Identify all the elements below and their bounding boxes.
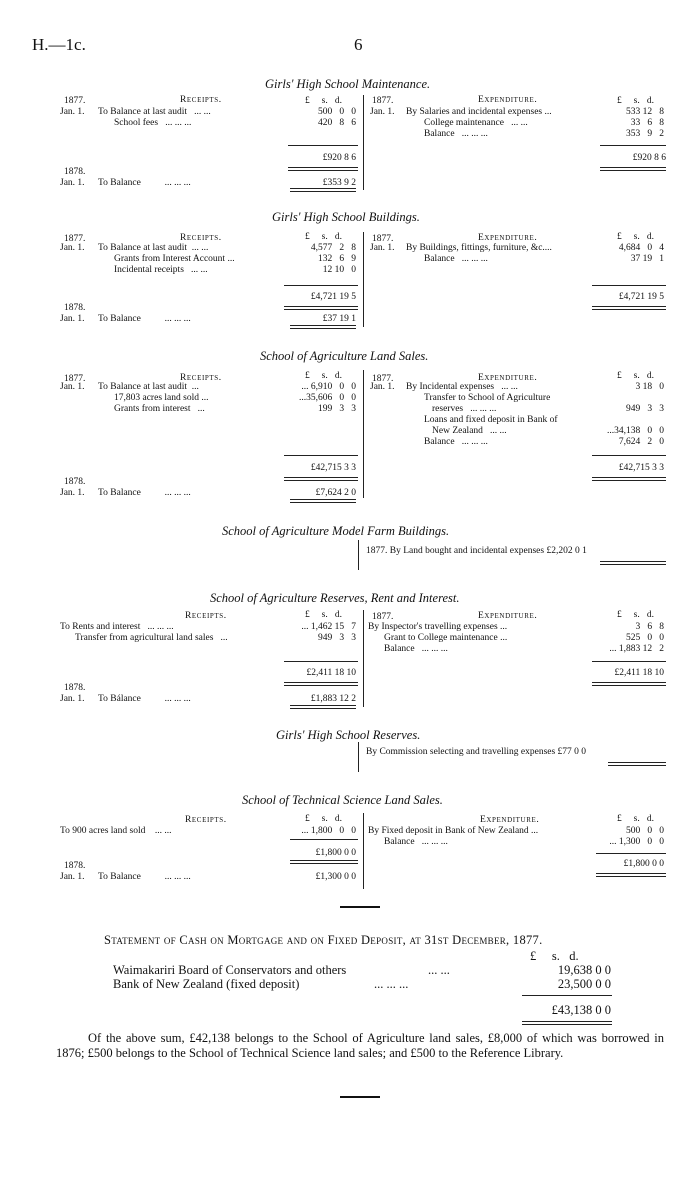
expenditure-line: By Salaries and incidental expenses ... bbox=[406, 107, 552, 117]
document-reference: H.—1c. bbox=[32, 35, 86, 54]
expenditure-line: Balance ... ... ... bbox=[424, 254, 488, 264]
section-title: Girls' High School Buildings. bbox=[272, 210, 420, 224]
double-rule bbox=[290, 499, 356, 503]
section-title: School of Agriculture Land Sales. bbox=[260, 349, 429, 363]
section-separator bbox=[340, 906, 380, 908]
total-rule bbox=[592, 285, 666, 286]
expenditure-amount: 500 0 0 bbox=[626, 826, 664, 836]
expenditure-line: 1877. By Land bought and incidental expenses £2,202 0 1 bbox=[366, 546, 587, 556]
total-rule bbox=[290, 839, 358, 840]
balance-line: To Bálance ... ... ... bbox=[98, 694, 191, 704]
double-rule bbox=[596, 873, 666, 877]
statement-amount: 19,638 0 0 bbox=[557, 963, 611, 977]
total-expenditure: £1,800 0 0 bbox=[623, 859, 664, 869]
receipt-amount: ... 1,462 15 7 bbox=[301, 622, 356, 632]
double-rule bbox=[600, 167, 666, 171]
double-rule bbox=[290, 705, 356, 709]
total-rule bbox=[592, 661, 666, 662]
total-expenditure: £2,411 18 10 bbox=[614, 668, 664, 678]
expenditure-line: Balance ... ... ... bbox=[424, 437, 488, 447]
double-rule bbox=[290, 188, 356, 192]
balance-amount: £37 19 1 bbox=[322, 314, 356, 324]
total-rule bbox=[284, 285, 358, 286]
receipt-amount: 132 6 9 bbox=[318, 254, 356, 264]
expenditure-heading: Expenditure. bbox=[478, 611, 538, 621]
total-rule bbox=[284, 661, 358, 662]
expenditure-line: By Fixed deposit in Bank of New Zealand ... bbox=[368, 826, 539, 836]
double-rule bbox=[284, 682, 358, 686]
expenditure-line: By Incidental expenses ... ... bbox=[406, 382, 518, 392]
statement-note: Of the above sum, £42,138 belongs to the School of Agriculture land sales, £8,000 of which was borrowed in 1876; £500 belongs to the School of Technical Science land sales; and £500 to the Reference Library. bbox=[56, 1031, 664, 1060]
total-rule bbox=[522, 995, 612, 996]
expenditure-amount: 353 9 2 bbox=[626, 129, 664, 139]
entry-date: Jan. 1. bbox=[370, 382, 395, 392]
entry-date: Jan. 1. bbox=[60, 314, 85, 324]
section-title: Girls' High School Maintenance. bbox=[265, 77, 431, 91]
exp-year-label: 1877. bbox=[372, 612, 394, 622]
receipt-line: To Rents and interest ... ... ... bbox=[60, 622, 174, 632]
receipt-amount: ...35,606 0 0 bbox=[299, 393, 356, 403]
statement-row-dots: ... ... bbox=[428, 963, 450, 977]
expenditure-line: Grant to College maintenance ... bbox=[384, 633, 508, 643]
statement-amount: 23,500 0 0 bbox=[557, 977, 611, 991]
section-title: School of Technical Science Land Sales. bbox=[242, 793, 443, 807]
receipt-line: Grants from Interest Account ... bbox=[114, 254, 235, 264]
entry-date: Jan. 1. bbox=[60, 178, 85, 188]
receipt-amount: 4,577 2 8 bbox=[310, 243, 356, 253]
total-expenditure: £42,715 3 3 bbox=[618, 463, 664, 473]
col-heading: £ s. d. bbox=[617, 610, 654, 620]
col-heading: £ s. d. bbox=[617, 371, 654, 381]
year-label: 1877. bbox=[64, 374, 86, 384]
column-divider bbox=[358, 540, 359, 570]
expenditure-line: By Buildings, fittings, furniture, &c.... bbox=[406, 243, 552, 253]
statement-row-dots: ... ... ... bbox=[374, 977, 409, 991]
expenditure-amount: 7,624 2 0 bbox=[618, 437, 664, 447]
double-rule bbox=[592, 306, 666, 310]
total-rule bbox=[592, 455, 666, 456]
balance-line: To Balance ... ... ... bbox=[98, 178, 191, 188]
exp-year-label: 1877. bbox=[372, 96, 394, 106]
total-receipts: £4,721 19 5 bbox=[310, 292, 356, 302]
balance-amount: £7,624 2 0 bbox=[315, 488, 356, 498]
total-expenditure: £920 8 6 bbox=[632, 153, 666, 163]
receipt-line: Transfer from agricultural land sales ... bbox=[75, 633, 228, 643]
double-rule bbox=[290, 325, 356, 329]
col-heading: £ s. d. bbox=[530, 949, 579, 963]
receipt-line: To Balance at last audit ... ... bbox=[98, 243, 209, 253]
receipt-amount: 420 8 6 bbox=[318, 118, 356, 128]
col-heading: £ s. d. bbox=[617, 232, 654, 242]
expenditure-line: College maintenance ... ... bbox=[424, 118, 528, 128]
receipt-amount: 500 0 0 bbox=[318, 107, 356, 117]
exp-year-label: 1877. bbox=[372, 374, 394, 384]
total-receipts: £920 8 6 bbox=[322, 153, 356, 163]
col-heading: £ s. d. bbox=[305, 610, 342, 620]
receipts-heading: Receipts. bbox=[180, 95, 222, 105]
expenditure-heading: Expenditure. bbox=[480, 815, 540, 825]
year-label: 1878. bbox=[64, 477, 86, 487]
balance-amount: £1,300 0 0 bbox=[315, 872, 356, 882]
expenditure-amount: 37 19 1 bbox=[630, 254, 664, 264]
year-label: 1878. bbox=[64, 861, 86, 871]
balance-line: To Balance ... ... ... bbox=[98, 314, 191, 324]
double-rule bbox=[284, 306, 358, 310]
column-divider bbox=[363, 813, 364, 889]
year-label: 1878. bbox=[64, 683, 86, 693]
statement-row: Waimakariri Board of Conservators and others bbox=[113, 963, 347, 977]
total-receipts: £2,411 18 10 bbox=[306, 668, 356, 678]
column-divider bbox=[363, 95, 364, 190]
receipt-line: To 900 acres land sold ... ... bbox=[60, 826, 172, 836]
year-label: 1877. bbox=[64, 234, 86, 244]
total-rule bbox=[284, 455, 358, 456]
expenditure-heading: Expenditure. bbox=[478, 95, 538, 105]
column-divider bbox=[363, 232, 364, 327]
entry-date: Jan. 1. bbox=[60, 694, 85, 704]
expenditure-line: reserves ... ... ... bbox=[432, 404, 497, 414]
col-heading: £ s. d. bbox=[617, 814, 654, 824]
year-label: 1878. bbox=[64, 303, 86, 313]
entry-date: Jan. 1. bbox=[60, 243, 85, 253]
double-rule bbox=[288, 167, 358, 171]
receipt-line: To Balance at last audit ... ... bbox=[98, 107, 211, 117]
entry-date: Jan. 1. bbox=[60, 382, 85, 392]
expenditure-line: By Inspector's travelling expenses ... bbox=[368, 622, 508, 632]
col-heading: £ s. d. bbox=[617, 96, 654, 106]
receipt-amount: ... 1,800 0 0 bbox=[301, 826, 356, 836]
receipts-heading: Receipts. bbox=[180, 233, 222, 243]
expenditure-amount: ... 1,300 0 0 bbox=[609, 837, 664, 847]
receipt-amount: 949 3 3 bbox=[318, 633, 356, 643]
col-heading: £ s. d. bbox=[305, 814, 342, 824]
total-rule bbox=[288, 145, 358, 146]
section-title: Girls' High School Reserves. bbox=[276, 728, 421, 742]
double-rule bbox=[608, 762, 666, 766]
expenditure-amount: ... 1,883 12 2 bbox=[609, 644, 664, 654]
entry-date: Jan. 1. bbox=[370, 107, 395, 117]
receipts-heading: Receipts. bbox=[185, 815, 227, 825]
double-rule bbox=[522, 1021, 612, 1025]
expenditure-line: Balance ... ... ... bbox=[384, 837, 448, 847]
expenditure-amount: 3 18 0 bbox=[635, 382, 664, 392]
expenditure-amount: 4,684 0 4 bbox=[618, 243, 664, 253]
section-title: School of Agriculture Reserves, Rent and Interest. bbox=[210, 591, 460, 605]
expenditure-amount: 525 0 0 bbox=[626, 633, 664, 643]
receipt-line: Grants from interest ... bbox=[114, 404, 205, 414]
receipt-line: 17,803 acres land sold ... bbox=[114, 393, 209, 403]
page-number: 6 bbox=[354, 35, 363, 54]
total-receipts: £42,715 3 3 bbox=[310, 463, 356, 473]
expenditure-heading: Expenditure. bbox=[478, 373, 538, 383]
col-heading: £ s. d. bbox=[305, 371, 342, 381]
col-heading: £ s. d. bbox=[305, 232, 342, 242]
double-rule bbox=[592, 682, 666, 686]
double-rule bbox=[284, 477, 358, 481]
entry-date: Jan. 1. bbox=[60, 872, 85, 882]
expenditure-line: Balance ... ... ... bbox=[384, 644, 448, 654]
statement-row: Bank of New Zealand (fixed deposit) bbox=[113, 977, 300, 991]
receipt-amount: 199 3 3 bbox=[318, 404, 356, 414]
expenditure-line: New Zealand ... ... bbox=[432, 426, 507, 436]
total-expenditure: £4,721 19 5 bbox=[618, 292, 664, 302]
expenditure-heading: Expenditure. bbox=[478, 233, 538, 243]
entry-date: Jan. 1. bbox=[60, 107, 85, 117]
year-label: 1878. bbox=[64, 167, 86, 177]
entry-date: Jan. 1. bbox=[60, 488, 85, 498]
expenditure-amount: 949 3 3 bbox=[626, 404, 664, 414]
receipts-heading: Receipts. bbox=[185, 611, 227, 621]
total-receipts: £1,800 0 0 bbox=[315, 848, 356, 858]
expenditure-amount: 533 12 8 bbox=[626, 107, 664, 117]
expenditure-line: Transfer to School of Agriculture bbox=[424, 393, 551, 403]
balance-amount: £1,883 12 2 bbox=[310, 694, 356, 704]
receipt-line: To Balance at last audit ... bbox=[98, 382, 199, 392]
receipt-line: Incidental receipts ... ... bbox=[114, 265, 208, 275]
expenditure-amount: 33 6 8 bbox=[630, 118, 664, 128]
receipt-amount: ... 6,910 0 0 bbox=[301, 382, 356, 392]
section-separator bbox=[340, 1096, 380, 1098]
section-title: School of Agriculture Model Farm Buildings. bbox=[222, 524, 450, 538]
column-divider bbox=[358, 742, 359, 772]
exp-year-label: 1877. bbox=[372, 234, 394, 244]
receipt-line: School fees ... ... ... bbox=[114, 118, 192, 128]
receipt-amount: 12 10 0 bbox=[322, 265, 356, 275]
expenditure-line: By Commission selecting and travelling expenses £77 0 0 bbox=[366, 747, 587, 757]
receipts-heading: Receipts. bbox=[180, 373, 222, 383]
expenditure-amount: ...34,138 0 0 bbox=[607, 426, 664, 436]
balance-amount: £353 9 2 bbox=[322, 178, 356, 188]
col-heading: £ s. d. bbox=[305, 96, 342, 106]
column-divider bbox=[363, 610, 364, 707]
expenditure-line: Balance ... ... ... bbox=[424, 129, 488, 139]
expenditure-amount: 3 6 8 bbox=[635, 622, 664, 632]
expenditure-line: Loans and fixed deposit in Bank of bbox=[424, 415, 558, 425]
statement-title: Statement of Cash on Mortgage and on Fixed Deposit, at 31st December, 1877. bbox=[104, 933, 543, 947]
double-rule bbox=[592, 477, 666, 481]
double-rule bbox=[600, 561, 666, 565]
entry-date: Jan. 1. bbox=[370, 243, 395, 253]
double-rule bbox=[290, 860, 358, 864]
balance-line: To Balance ... ... ... bbox=[98, 872, 191, 882]
column-divider bbox=[363, 370, 364, 498]
year-label: 1877. bbox=[64, 96, 86, 106]
total-rule bbox=[600, 145, 666, 146]
statement-total: £43,138 0 0 bbox=[551, 1003, 611, 1017]
balance-line: To Balance ... ... ... bbox=[98, 488, 191, 498]
total-rule bbox=[596, 853, 666, 854]
